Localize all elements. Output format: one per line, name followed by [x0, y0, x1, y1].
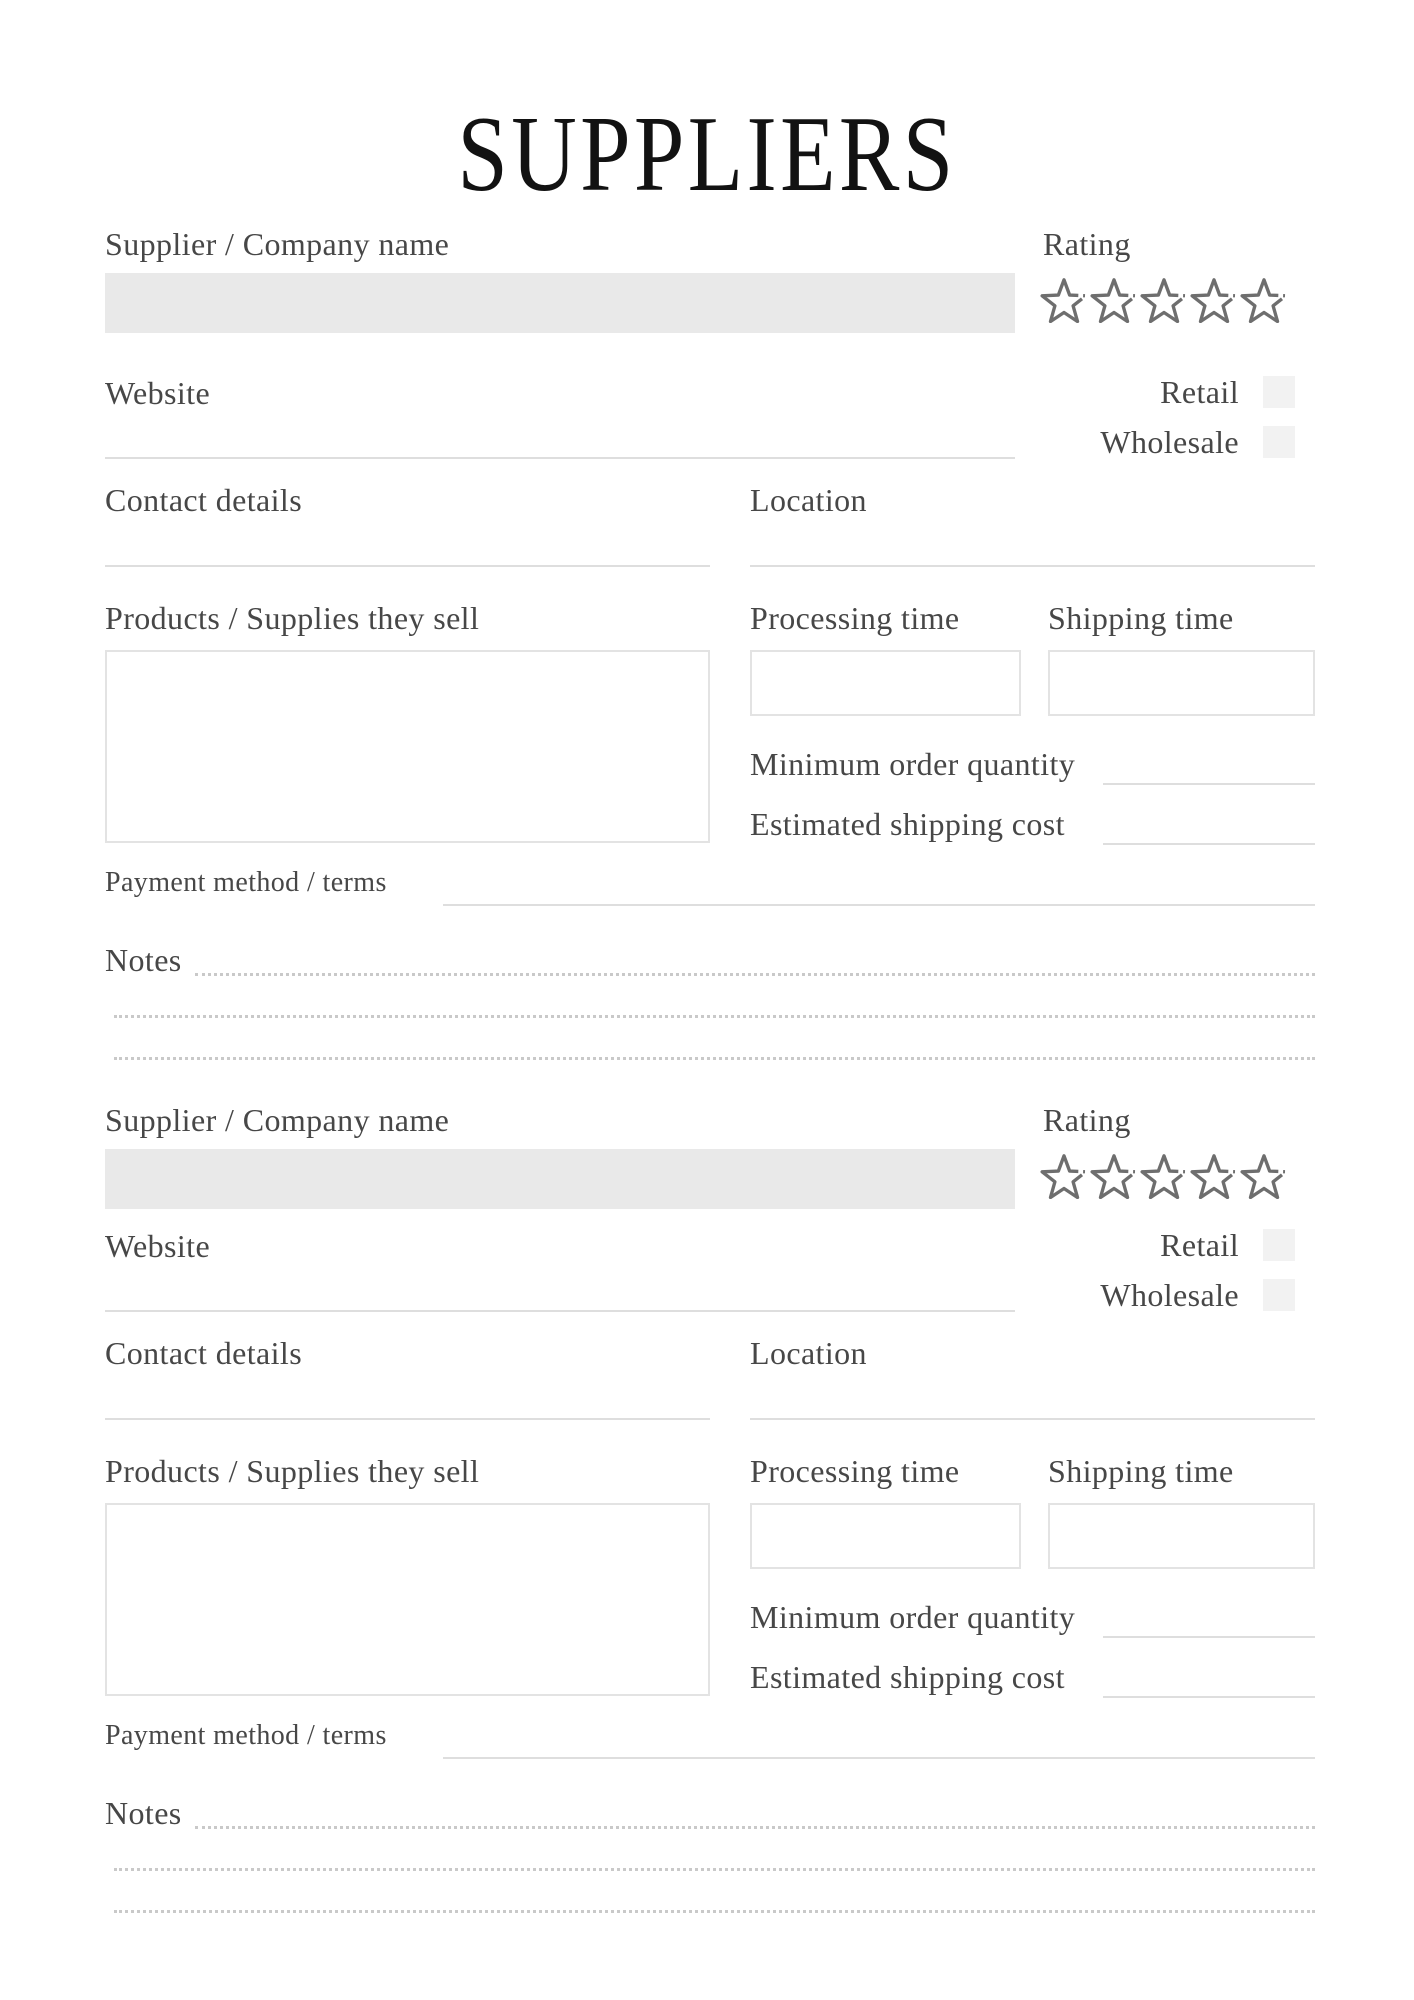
processing-time-input[interactable] [750, 650, 1021, 716]
wholesale-label: Wholesale [1100, 423, 1239, 460]
supplier-entry-block [105, 0, 1315, 978]
notes-label: Notes [105, 1795, 182, 1831]
notes-line-input[interactable] [114, 1910, 1315, 1913]
website-label: Website [105, 1228, 211, 1264]
retail-checkbox[interactable] [1263, 1229, 1295, 1261]
location-input[interactable] [750, 1418, 1315, 1420]
products-label: Products / Supplies they sell [105, 1453, 480, 1489]
website-input[interactable] [105, 457, 1015, 459]
contact-details-label: Contact details [105, 482, 303, 518]
min-order-label: Minimum order quantity [750, 746, 1076, 782]
star-rating[interactable] [1040, 277, 1290, 323]
star-icon[interactable] [1190, 277, 1238, 323]
location-input[interactable] [750, 565, 1315, 567]
shipping-time-input[interactable] [1048, 1503, 1315, 1569]
payment-label: Payment method / terms [105, 1720, 387, 1751]
location-label: Location [750, 1335, 867, 1371]
processing-time-label: Processing time [750, 600, 960, 636]
processing-time-input[interactable] [750, 1503, 1021, 1569]
products-input[interactable] [105, 1503, 710, 1696]
est-shipping-label: Estimated shipping cost [750, 1659, 1065, 1695]
wholesale-checkbox[interactable] [1263, 426, 1295, 458]
location-label: Location [750, 482, 867, 518]
retail-option [1160, 1227, 1295, 1263]
contact-details-label: Contact details [105, 1335, 303, 1371]
products-input[interactable] [105, 650, 710, 843]
wholesale-option [1100, 1277, 1295, 1313]
star-icon[interactable] [1040, 277, 1088, 323]
min-order-label: Minimum order quantity [750, 1599, 1076, 1635]
contact-details-input[interactable] [105, 565, 710, 567]
min-order-input[interactable] [1103, 783, 1315, 785]
star-icon[interactable] [1240, 1153, 1288, 1199]
products-label: Products / Supplies they sell [105, 600, 480, 636]
retail-checkbox[interactable] [1263, 376, 1295, 408]
website-label: Website [105, 375, 211, 411]
shipping-time-label: Shipping time [1048, 600, 1234, 636]
est-shipping-label: Estimated shipping cost [750, 806, 1065, 842]
supplier-name-label: Supplier / Company name [105, 1102, 450, 1138]
supplier-name-input[interactable] [105, 273, 1015, 333]
star-icon[interactable] [1040, 1153, 1088, 1199]
star-icon[interactable] [1140, 1153, 1188, 1199]
contact-details-input[interactable] [105, 1418, 710, 1420]
star-icon[interactable] [1190, 1153, 1238, 1199]
shipping-time-label: Shipping time [1048, 1453, 1234, 1489]
notes-line-input[interactable] [195, 1826, 1315, 1829]
payment-input[interactable] [443, 1757, 1315, 1759]
retail-label: Retail [1160, 373, 1239, 410]
est-shipping-input[interactable] [1103, 843, 1315, 845]
supplier-name-input[interactable] [105, 1149, 1015, 1209]
wholesale-label: Wholesale [1100, 1276, 1239, 1313]
rating-label: Rating [1043, 226, 1131, 262]
star-icon[interactable] [1240, 277, 1288, 323]
shipping-time-input[interactable] [1048, 650, 1315, 716]
star-rating[interactable] [1040, 1153, 1290, 1199]
retail-label: Retail [1160, 1226, 1239, 1263]
wholesale-option [1100, 424, 1295, 460]
payment-label: Payment method / terms [105, 867, 387, 898]
notes-line-input[interactable] [114, 1868, 1315, 1871]
page-title: SUPPLIERS [457, 95, 957, 214]
supplier-entry-block [105, 853, 1315, 1831]
star-icon[interactable] [1090, 1153, 1138, 1199]
est-shipping-input[interactable] [1103, 1696, 1315, 1698]
retail-option [1160, 374, 1295, 410]
star-icon[interactable] [1140, 277, 1188, 323]
wholesale-checkbox[interactable] [1263, 1279, 1295, 1311]
min-order-input[interactable] [1103, 1636, 1315, 1638]
star-icon[interactable] [1090, 277, 1138, 323]
website-input[interactable] [105, 1310, 1015, 1312]
supplier-name-label: Supplier / Company name [105, 226, 450, 262]
notes-label: Notes [105, 942, 182, 978]
processing-time-label: Processing time [750, 1453, 960, 1489]
rating-label: Rating [1043, 1102, 1131, 1138]
